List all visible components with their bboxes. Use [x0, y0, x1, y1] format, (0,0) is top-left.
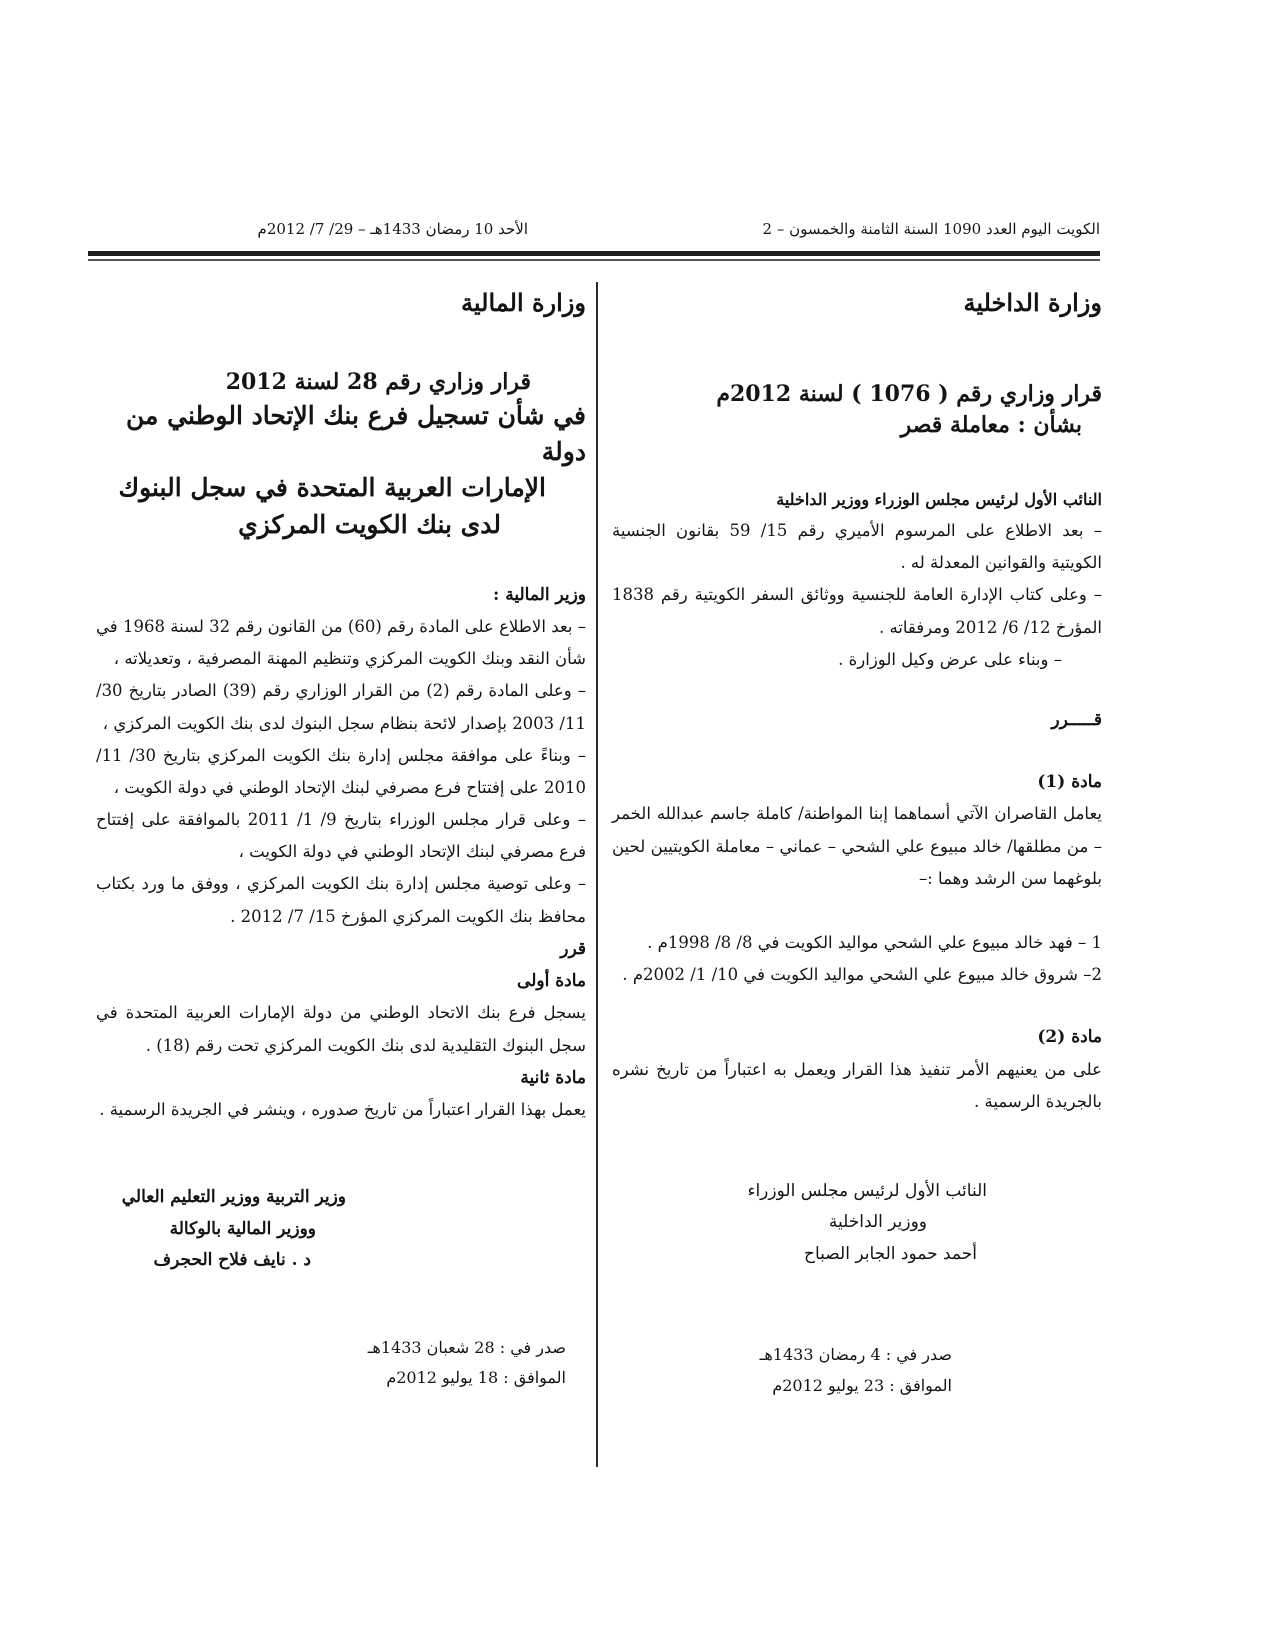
article-heading: مادة (1) [1037, 772, 1102, 793]
issued-date: صدر في : 28 شعبان 1433هـ [367, 1337, 566, 1357]
article-item: 1 – فهد خالد مبيوع علي الشحي مواليد الكويت في 8/ 8/ 1998م . [647, 932, 1102, 952]
article-heading: مادة (2) [1037, 1027, 1102, 1048]
header-issue-info: الكويت اليوم العدد 1090 السنة الثامنة والخمسون – 2 [762, 220, 1100, 238]
ministry-title: وزارة المالية [461, 288, 586, 317]
ministry-title: وزارة الداخلية [963, 288, 1102, 317]
signature-line: ووزير الداخلية [828, 1212, 927, 1233]
issued-date: صدر في : 4 رمضان 1433هـ [759, 1345, 952, 1365]
article-text: يسجل فرع بنك الاتحاد الوطني من دولة الإمارات العربية المتحدة في سجل البنوك التقليدية لدى بنك الكويت المركزي تحت رقم (18) . [96, 1003, 586, 1055]
interior-decree [612, 288, 1102, 1401]
decides-heading: قرر [560, 938, 586, 959]
preamble-item: – وبناء على عرض وكيل الوزارة . [838, 649, 1062, 669]
article-item: 2– شروق خالد مبيوع علي الشحي مواليد الكويت في 10/ 1/ 2002م . [622, 965, 1102, 985]
issue-date-block [612, 1340, 1102, 1401]
signature-line: ووزير المالية بالوكالة [169, 1218, 316, 1239]
signature-block [96, 1182, 586, 1276]
article-heading: مادة أولى [517, 971, 586, 992]
decides-heading: قـــــرر [1051, 709, 1102, 730]
decree-subject-line: في شأن تسجيل فرع بنك الإتحاد الوطني من دولة [126, 400, 586, 467]
decree-title: قرار وزاري رقم 28 لسنة 2012 [225, 369, 531, 395]
header-rule-thick [88, 251, 1100, 256]
article-text: يعامل القاصران الآتي أسماهما إبنا المواطنة/ كاملة جاسم عبدالله الخمر – من مطلقها/ خالد مبيوع علي الشحي – عماني – معاملة الكويتيين لحين بلوغهما سن الرشد وهما :– [612, 804, 1102, 888]
signature-line: وزير التربية ووزير التعليم العالي [121, 1187, 346, 1208]
issue-date-block [96, 1333, 586, 1394]
column-divider [596, 282, 598, 1467]
signature-name: أحمد حمود الجابر الصباح [804, 1243, 977, 1264]
header-rule-thin [88, 259, 1100, 261]
signature-name: د . نايف فلاح الحجرف [153, 1250, 311, 1271]
preamble-item: – وعلى كتاب الإدارة العامة للجنسية ووثائق السفر الكويتية رقم 1838 المؤرخ 12/ 6/ 2012 ومرفقاته . [612, 585, 1102, 637]
corresponding-date: الموافق : 23 يوليو 2012م [772, 1375, 952, 1395]
preamble-item: – وعلى المادة رقم (2) من القرار الوزاري رقم (39) الصادر بتاريخ 30/ 11/ 2003 بإصدار لائحة بنظام سجل البنوك لدى بنك الكويت المركزي ، [96, 681, 586, 733]
decree-issuer: وزير المالية : [493, 584, 586, 605]
finance-decree [96, 288, 586, 1393]
preamble-item: – وعلى توصية مجلس إدارة بنك الكويت المركزي ، ووفق ما ورد بكتاب محافظ بنك الكويت المركزي المؤرخ 15/ 7/ 2012 . [96, 874, 586, 926]
decree-subject-line: الإمارات العربية المتحدة في سجل البنوك [118, 473, 546, 503]
header-date: الأحد 10 رمضان 1433هـ – 29/ 7/ 2012م [257, 220, 528, 238]
preamble-item: – وعلى قرار مجلس الوزراء بتاريخ 9/ 1/ 2011 بالموافقة على إفتتاح فرع مصرفي لبنك الإتحاد الوطني في دولة الكويت ، [96, 810, 586, 862]
article-heading: مادة ثانية [520, 1067, 586, 1088]
signature-block [612, 1176, 1102, 1270]
article-text: يعمل بهذا القرار اعتباراً من تاريخ صدوره ، وينشر في الجريدة الرسمية . [99, 1100, 586, 1120]
decree-issuer: النائب الأول لرئيس مجلس الوزراء ووزير الداخلية [776, 489, 1102, 509]
decree-subject: بشأن : معاملة قصر [900, 411, 1082, 438]
decree-title: قرار وزاري رقم ( 1076 ) لسنة 2012م [716, 381, 1102, 407]
signature-line: النائب الأول لرئيس مجلس الوزراء [747, 1180, 987, 1201]
preamble-item: – بعد الاطلاع على المادة رقم (60) من القانون رقم 32 لسنة 1968 في شأن النقد وبنك الكويت المركزي وتنظيم المهنة المصرفية ، وتعديلاته ، [96, 617, 587, 669]
article-text: على من يعنيهم الأمر تنفيذ هذا القرار ويعمل به اعتباراً من تاريخ نشره بالجريدة الرسمية . [612, 1059, 1102, 1111]
preamble-item: – وبناءً على موافقة مجلس إدارة بنك الكويت المركزي بتاريخ 30/ 11/ 2010 على إفتتاح فرع مصرفي لبنك الإتحاد الوطني في دولة الكويت ، [96, 745, 586, 797]
decree-subject-line: لدى بنك الكويت المركزي [238, 509, 501, 539]
preamble-item: – بعد الاطلاع على المرسوم الأميري رقم 15/ 59 بقانون الجنسية الكويتية والقوانين المعدلة له . [612, 520, 1102, 573]
corresponding-date: الموافق : 18 يوليو 2012م [386, 1367, 566, 1387]
